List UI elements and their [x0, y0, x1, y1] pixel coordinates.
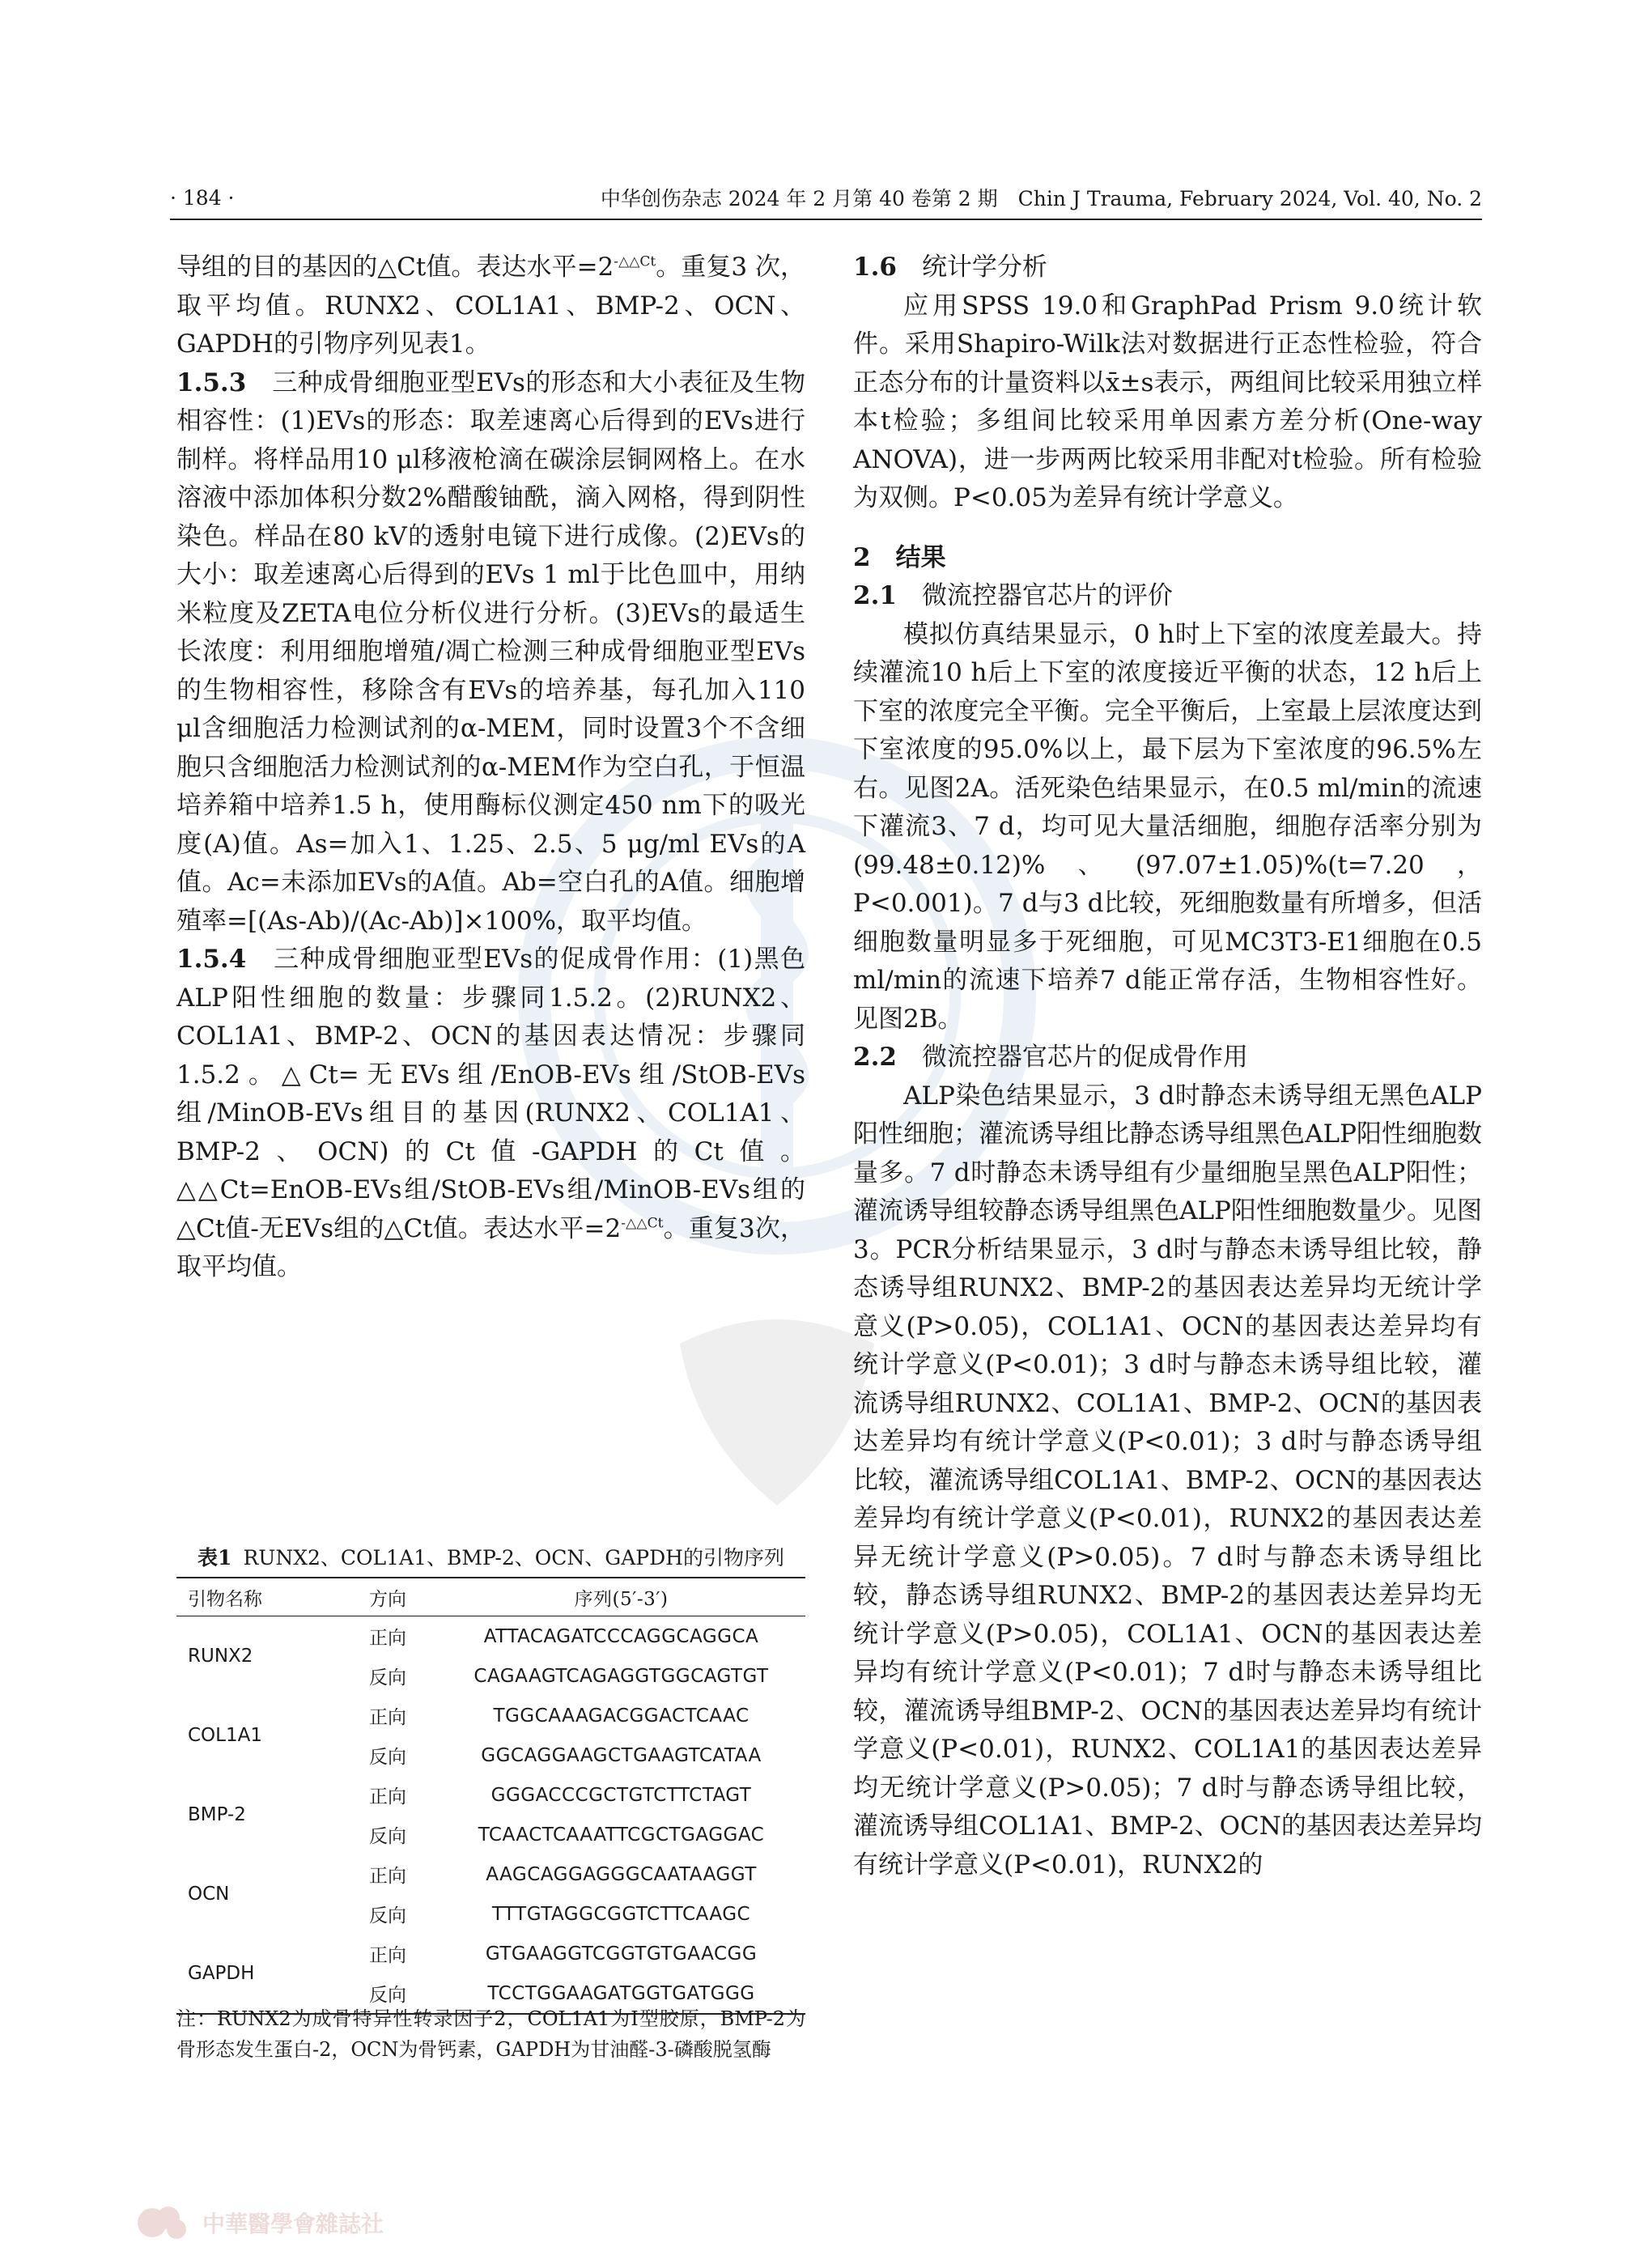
table-number: 表1: [197, 1546, 232, 1570]
table-row: [176, 1616, 805, 1657]
primer-name: OCN: [188, 1884, 230, 1905]
primer-direction: 正向: [369, 1786, 406, 1807]
primer-direction: 正向: [369, 1945, 406, 1966]
paragraph-intro: 导组的目的基因的△Ct值。表达水平$=2^{-\triangle\triangle Ct}$。重复3 次，取平均值。RUNX2、COL1A1、BMP-2、OCN、GAPDH的引物序列见表1。: [176, 253, 806, 359]
primer-sequence: GGGACCCGCTGTCTTCTAGT: [491, 1784, 752, 1806]
primer-table: [176, 1577, 805, 2015]
primer-sequence: ATTACAGATCCCAGGCAGGCA: [483, 1625, 759, 1647]
primer-sequence: TGGCAAAGACGGACTCAAC: [493, 1705, 750, 1727]
header-sequence: 序列(5′-3′): [574, 1588, 669, 1610]
primer-direction: 反向: [369, 1826, 406, 1847]
table-row: [176, 1775, 805, 1815]
primer-sequence: TCAACTCAAATTCGCTGAGGAC: [478, 1824, 765, 1846]
section-2-1-text: 模拟仿真结果显示，0 h时上下室的浓度差最大。持续灌流10 h后上下室的浓度接近平衡的状态，12 h后上下室的浓度完全平衡。完全平衡后，上室最上层浓度达到下室浓度的95.0%以上，最下层为下室浓度的96.5%左右。见图2A。活死染色结果显示，在0.5 ml/min的流速下灌流3、7 d，均可见大量活细胞，细胞存活率分别为(99.48±0.12)%、(97.07±1.05)%(t=7.20，P<0.001)。7 d与3 d比较，死细胞数量有所增多，但活细胞数量明显多于死细胞，可见MC3T3-E1细胞在0.5 ml/min的流速下培养7 d能正常存活，生物相容性好。见图2B。: [853, 619, 1482, 1034]
section-1-5-3: 1.5.3 三种成骨细胞亚型EVs的形态和大小表征及生物相容性：(1)EVs的形态：取差速离心后得到的EVs进行制样。将样品用10 μl移液枪滴在碳涂层铜网格上。在水溶液中添加体积分数2%醋酸铀酰，滴入网格，得到阴性染色。样品在80 kV的透射电镜下进行成像。(2)EVs的大小：取差速离心后得到的EVs 1 ml于比色皿中，用纳米粒度及ZETA电位分析仪进行分析。(3)EVs的最适生长浓度：利用细胞增殖/凋亡检测三种成骨细胞亚型EVs的生物相容性，移除含有EVs的培养基，每孔加入110 μl含细胞活力检测试剂的α-MEM，同时设置3个不含细胞只含细胞活力检测试剂的α-MEM作为空白孔，于恒温培养箱中培养1.5 h，使用酶标仪测定450 nm下的吸光度(A)值。As=加入1、1.25、2.5、5 μg/ml EVs的A值。Ac=未添加EVs的A值。Ab=空白孔的A值。细胞增殖率=[(As-Ab)/(Ac-Ab)]×100%，取平均值。: [176, 367, 805, 936]
section-2-heading: 2 结果: [853, 542, 946, 572]
table-caption: [176, 1542, 805, 1571]
publisher-logo: [136, 2200, 384, 2245]
left-column: [176, 248, 805, 1287]
primer-name: BMP-2: [188, 1804, 246, 1825]
table-note: 注：RUNX2为成骨特异性转录因子2，COL1A1为Ⅰ型胶原，BMP-2为骨形态发生蛋白-2，OCN为骨钙素，GAPDH为甘油醛-3-磷酸脱氢酶: [176, 2007, 805, 2061]
table-title: RUNX2、COL1A1、BMP-2、OCN、GAPDH的引物序列: [243, 1546, 784, 1570]
section-1-6-heading: 1.6 统计学分析: [853, 253, 1047, 282]
primer-sequence: TCCTGGAAGATGGTGATGGG: [487, 1982, 755, 2004]
section-number: 1.5.4: [176, 945, 247, 974]
journal-citation: 中华创伤杂志 2024 年 2 月第 40 卷第 2 期 Chin J Trauma, February 2024, Vol. 40, No. 2: [600, 187, 1482, 210]
publisher-name: 中華醫學會雜誌社: [202, 2211, 384, 2237]
primer-sequence: AAGCAGGAGGGCAATAAGGT: [486, 1863, 757, 1885]
page-number: · 184 ·: [170, 185, 235, 210]
header-rule: [170, 219, 1482, 220]
primer-sequence: CAGAAGTCAGAGGTGGCAGTGT: [474, 1665, 769, 1687]
primer-direction: 正向: [369, 1707, 406, 1728]
primer-sequence: GGCAGGAAGCTGAAGTCATAA: [481, 1744, 762, 1766]
primer-name: RUNX2: [188, 1646, 253, 1667]
primer-direction: 反向: [369, 1667, 406, 1688]
running-header: [170, 183, 1482, 212]
primer-direction: 反向: [369, 1747, 406, 1768]
primer-sequence: GTGAAGGTCGGTGTGAACGG: [485, 1943, 758, 1965]
primer-direction: 反向: [369, 1985, 406, 2006]
primer-direction: 正向: [369, 1628, 406, 1649]
section-1-5-4: 1.5.4 三种成骨细胞亚型EVs的促成骨作用：(1)黑色ALP阳性细胞的数量：步骤同1.5.2。(2)RUNX2、COL1A1、BMP-2、OCN的基因表达情况：步骤同1.5.2。△Ct=无EVs组/EnOB-EVs组/StOB-EVs组/MinOB-EVs组目的基因(RUNX2、COL1A1、BMP-2、OCN)的Ct值-GAPDH的Ct值。△△Ct=EnOB-EVs组/StOB-EVs组/MinOB-EVs组的△Ct值-无EVs组的△Ct值。表达水平$=2^{-\triangle\triangle Ct}$。重复3次，取平均值。: [176, 945, 806, 1281]
section-1-6-text: 应用SPSS 19.0和GraphPad Prism 9.0统计软件。采用Shapiro-Wilk法对数据进行正态性检验，符合正态分布的计量资料以x̄±s表示，两组间比较采用独立样本t检验；多组间比较采用单因素方差分析(One-way ANOVA)，进一步两两比较采用非配对t检验。所有检验为双侧。P<0.05为差异有统计学意义。: [853, 291, 1482, 512]
primer-direction: 正向: [369, 1866, 406, 1887]
table-header-row: [176, 1578, 805, 1616]
section-2-2-heading: 2.2 微流控器官芯片的促成骨作用: [853, 1043, 1248, 1072]
primer-name: GAPDH: [188, 1963, 255, 1984]
table-row: [176, 1696, 805, 1735]
table-row: [176, 1854, 805, 1894]
section-2-2-text: ALP染色结果显示，3 d时静态未诱导组无黑色ALP阳性细胞；灌流诱导组比静态诱导组黑色ALP阳性细胞数量多。7 d时静态未诱导组有少量细胞呈黑色ALP阳性；灌流诱导组较静态诱导组黑色ALP阳性细胞数量少。见图3。PCR分析结果显示，3 d时与静态未诱导组比较，静态诱导组RUNX2、BMP-2的基因表达差异均无统计学意义(P>0.05)，COL1A1、OCN的基因表达差异均有统计学意义(P<0.01)；3 d时与静态未诱导组比较，灌流诱导组RUNX2、COL1A1、BMP-2、OCN的基因表达差异均有统计学意义(P<0.01)；3 d时与静态诱导组比较，灌流诱导组COL1A1、BMP-2、OCN的基因表达差异均有统计学意义(P<0.01)，RUNX2的基因表达差异无统计学意义(P>0.05)。7 d时与静态未诱导组比较，静态诱导组RUNX2、BMP-2的基因表达差异均无统计学意义(P>0.05)，COL1A1、OCN的基因表达差异均有统计学意义(P<0.01)；7 d时与静态未诱导组比较，灌流诱导组BMP-2、OCN的基因表达差异均有统计学意义(P<0.01)，RUNX2、COL1A1的基因表达差异均无统计学意义(P>0.05)；7 d时与静态诱导组比较，灌流诱导组COL1A1、BMP-2、OCN的基因表达差异均有统计学意义(P<0.01)，RUNX2的: [853, 1081, 1482, 1880]
primer-direction: 反向: [369, 1905, 406, 1926]
primer-name: COL1A1: [188, 1725, 262, 1746]
primer-sequence: TTTGTAGGCGGTCTTCAAGC: [491, 1903, 751, 1925]
section-2-1-heading: 2.1 微流控器官芯片的评价: [853, 581, 1173, 610]
header-primer-name: 引物名称: [188, 1588, 262, 1610]
header-direction: 方向: [369, 1588, 406, 1610]
section-number: 1.5.3: [176, 367, 247, 397]
publisher-seal-icon: [136, 2200, 193, 2245]
right-column: [853, 248, 1482, 1884]
table-row: [176, 1934, 805, 1973]
